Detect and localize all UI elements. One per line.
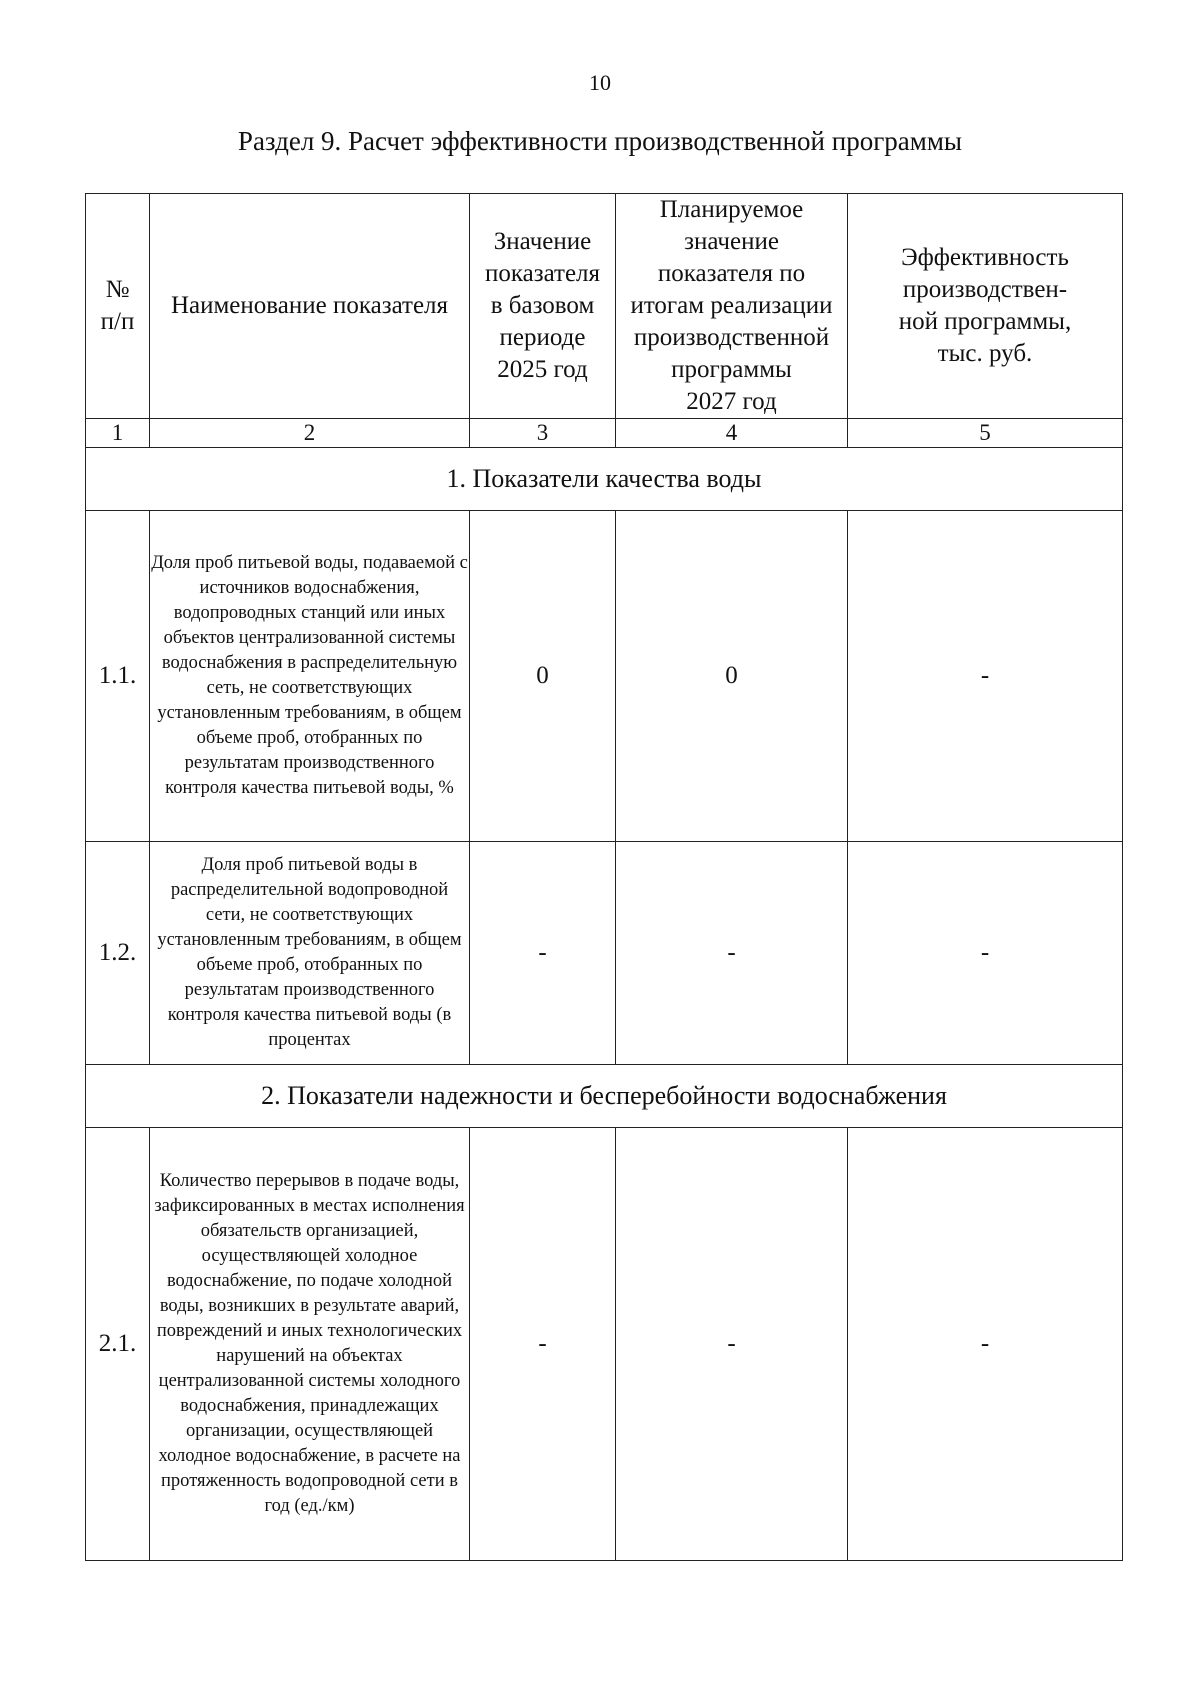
- header-number: № п/п: [86, 194, 150, 419]
- base-value: 0: [470, 511, 616, 842]
- column-number: 2: [150, 419, 470, 448]
- planned-value: -: [616, 1128, 848, 1561]
- row-index: 1.2.: [86, 842, 150, 1065]
- row-index: 1.1.: [86, 511, 150, 842]
- efficiency-value: -: [848, 842, 1123, 1065]
- efficiency-value: -: [848, 511, 1123, 842]
- indicator-name: Количество перерывов в подаче воды, зафиксированных в местах исполнения обязательств организацией, осуществляющей холодное водоснабжение, по подаче холодной воды, возникших в результате аварий, повреждений и иных технологических нарушений на объектах централизованной системы холодного водоснабжения, принадлежащих организации, осуществляющей холодное водоснабжение, в расчете на протяженность водопроводной сети в год (ед./км): [150, 1128, 470, 1561]
- group-title-water-quality: 1. Показатели качества воды: [86, 448, 1123, 511]
- header-base-value: Значение показателя в базовом периоде 2025 год: [470, 194, 616, 419]
- indicator-name: Доля проб питьевой воды, подаваемой с источников водоснабжения, водопроводных станций или иных объектов централизованной системы водоснабжения в распределительную сеть, не соответствующих установленным требованиям, в общем объеме проб, отобранных по результатам производственного контроля качества питьевой воды, %: [150, 511, 470, 842]
- table-header-row: [86, 194, 1123, 419]
- section-title: Раздел 9. Расчет эффективности производственной программы: [237, 126, 963, 156]
- efficiency-table: [85, 193, 1123, 1561]
- column-number: 1: [86, 419, 150, 448]
- planned-value: -: [616, 842, 848, 1065]
- base-value: -: [470, 1128, 616, 1561]
- table-row: [86, 1128, 1123, 1561]
- column-number: 3: [470, 419, 616, 448]
- planned-value: 0: [616, 511, 848, 842]
- row-index: 2.1.: [86, 1128, 150, 1561]
- page-number: 10: [589, 70, 611, 95]
- table-row: [86, 511, 1123, 842]
- table-row: [86, 842, 1123, 1065]
- header-indicator-name: Наименование показателя: [150, 194, 470, 419]
- column-number-row: [86, 419, 1123, 448]
- column-number: 5: [848, 419, 1123, 448]
- indicator-name: Доля проб питьевой воды в распределительной водопроводной сети, не соответствующих установленным требованиям, в общем объеме проб, отобранных по результатам производственного контроля качества питьевой воды (в процентах: [150, 842, 470, 1065]
- column-number: 4: [616, 419, 848, 448]
- group-row: [86, 448, 1123, 511]
- header-planned-value: Планируемое значение показателя по итогам реализации производственной программы 2027 год: [616, 194, 848, 419]
- base-value: -: [470, 842, 616, 1065]
- header-efficiency: Эффективность производствен- ной программы, тыс. руб.: [848, 194, 1123, 419]
- group-title-reliability: 2. Показатели надежности и бесперебойности водоснабжения: [86, 1065, 1123, 1128]
- efficiency-value: -: [848, 1128, 1123, 1561]
- group-row: [86, 1065, 1123, 1128]
